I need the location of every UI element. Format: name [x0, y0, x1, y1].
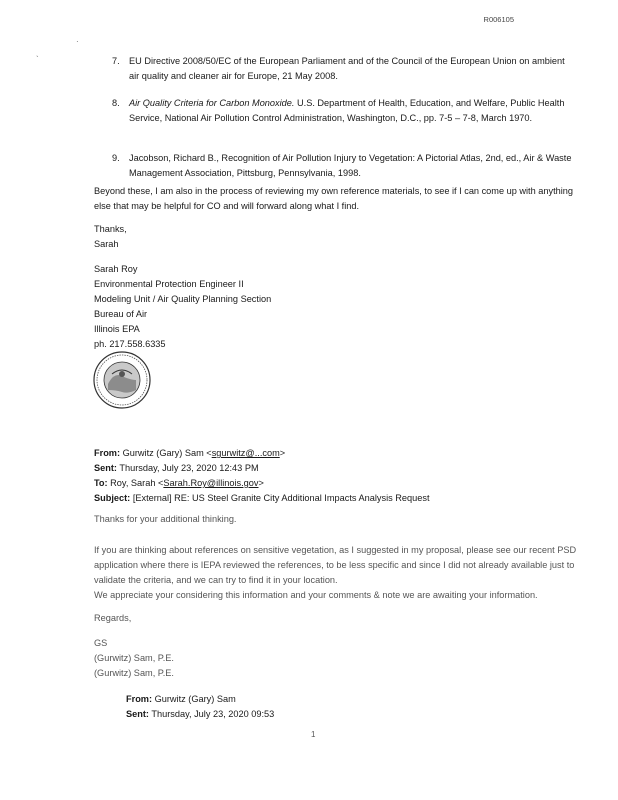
agency-seal-logo — [92, 350, 152, 410]
to-email-link[interactable]: Sarah.Roy@illinois.gov — [163, 478, 259, 488]
scan-mark: · — [76, 37, 79, 46]
scan-mark: ` — [36, 55, 39, 64]
reference-text: EU Directive 2008/50/EC of the European Parliament and of the Council of the European Union on ambient air quality and cleaner air for Europe, 21 May 2008. — [129, 56, 565, 81]
email-subject-row — [94, 491, 579, 506]
email-initials: GS — [94, 638, 108, 648]
page-number: 1 — [311, 730, 316, 739]
to-value-end: > — [258, 478, 264, 488]
email-sent-row — [94, 461, 579, 476]
signature-title: Environmental Protection Engineer II — [94, 279, 244, 289]
email-to-row — [94, 476, 579, 491]
forwarded-from-value: Gurwitz (Gary) Sam — [154, 694, 236, 704]
subject-label: Subject: — [94, 493, 131, 503]
bates-number: R006105 — [483, 15, 514, 24]
reference-number: 9. — [112, 153, 120, 163]
email-signature-line: (Gurwitz) Sam, P.E. — [94, 653, 174, 663]
signature-unit: Modeling Unit / Air Quality Planning Section — [94, 294, 272, 304]
forwarded-from-row — [126, 692, 426, 707]
reference-number: 7. — [112, 56, 120, 66]
forwarded-sent-row — [126, 707, 426, 722]
from-email-link[interactable]: sgurwitz@...com — [211, 448, 280, 458]
signature-name: Sarah Roy — [94, 264, 138, 274]
forwarded-sent-value: Thursday, July 23, 2020 09:53 — [151, 709, 275, 719]
reference-details: U.S. Department of Health, Education, and Welfare, Public Health Service, National Air Pollution Control Administration, Washington, D.C., pp. 7-5 – 7-8, March 1970. — [129, 98, 565, 123]
closing-paragraph: Beyond these, I am also in the process of reviewing my own reference materials, to see if I can come up with anything else that may be helpful for CO and will forward along what I find. — [94, 186, 574, 211]
to-value: Roy, Sarah < — [110, 478, 164, 488]
forwarded-sent-label: Sent: — [126, 709, 149, 719]
sent-label: Sent: — [94, 463, 117, 473]
reference-title: Air Quality Criteria for Carbon Monoxide. — [129, 98, 295, 108]
reference-number: 8. — [112, 98, 120, 108]
email-from-row — [94, 446, 579, 461]
reference-text: Jacobson, Richard B., Recognition of Air Pollution Injury to Vegetation: A Pictorial Atlas, 2nd, ed., Air & Waste Management Association, Pittsburg, Pennsylvania, 1998. — [129, 153, 572, 178]
sender-first-name: Sarah — [94, 239, 119, 249]
from-value: Gurwitz (Gary) Sam < — [122, 448, 212, 458]
signature-bureau: Bureau of Air — [94, 309, 148, 319]
from-value-end: > — [279, 448, 286, 458]
email-body-paragraph: Thanks for your additional thinking. — [94, 514, 237, 524]
reference-item — [112, 54, 572, 84]
email-signature-line: (Gurwitz) Sam, P.E. — [94, 668, 174, 678]
subject-value: [External] RE: US Steel Granite City Additional Impacts Analysis Request — [132, 493, 430, 503]
email-body-paragraph: We appreciate your considering this information and your comments & note we are awaiting your information. — [94, 590, 538, 600]
email-regards: Regards, — [94, 613, 132, 623]
reference-text — [129, 96, 572, 126]
to-label: To: — [94, 478, 108, 488]
thanks-line: Thanks, — [94, 224, 127, 234]
signature-phone: ph. 217.558.6335 — [94, 339, 166, 349]
reference-item — [112, 96, 572, 126]
sent-value: Thursday, July 23, 2020 12:43 PM — [119, 463, 259, 473]
signature-agency: Illinois EPA — [94, 324, 140, 334]
forwarded-from-label: From: — [126, 694, 153, 704]
email-body-paragraph: If you are thinking about references on sensitive vegetation, as I suggested in my proposal, please see our recent PSD application where there is IEPA reviewed the references, to be less specific and since I did not already available just to validate the criteria, and we can try to find it in your location. — [94, 545, 577, 585]
reference-item — [112, 151, 572, 181]
from-label: From: — [94, 448, 121, 458]
